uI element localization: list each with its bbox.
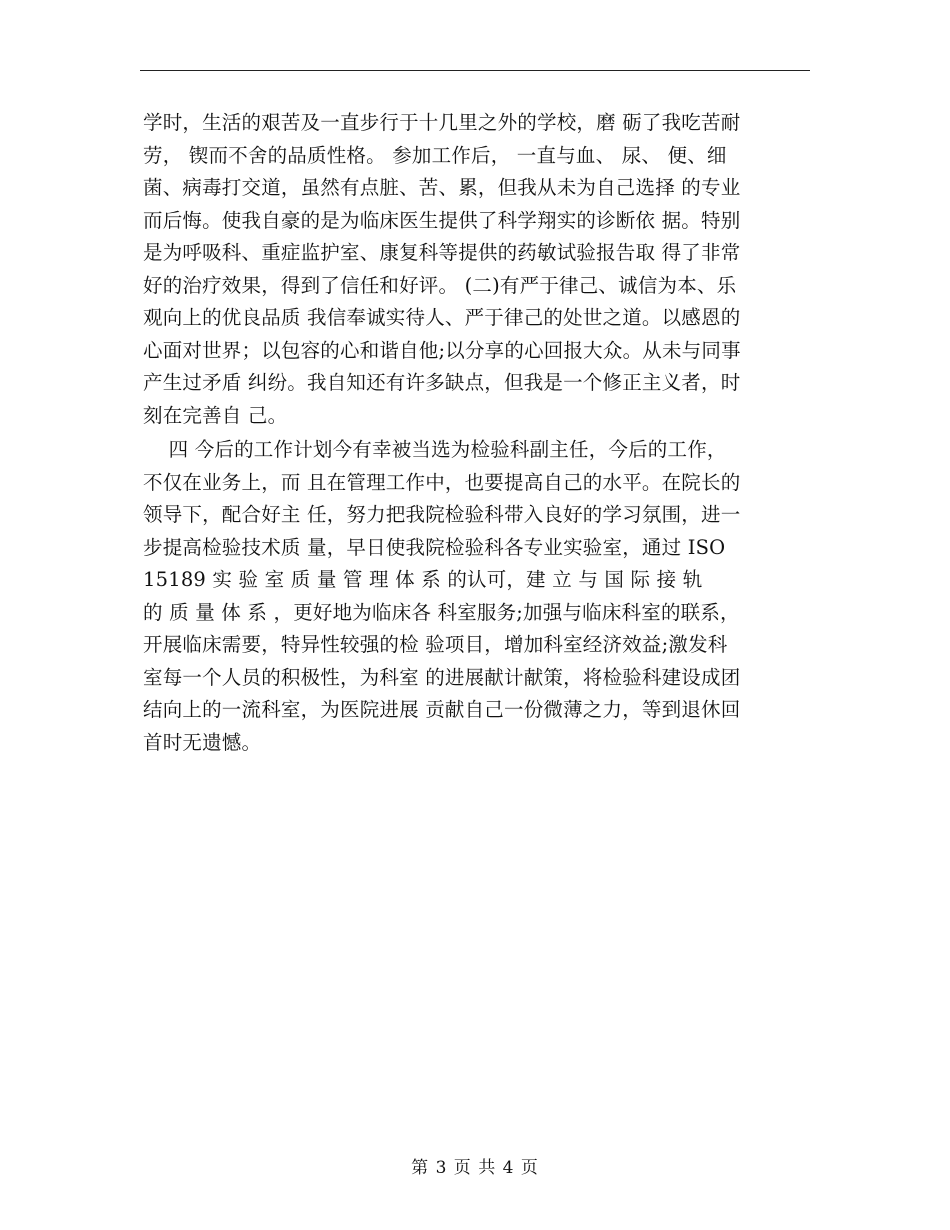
text-line: 开展临床需要，特异性较强的检 验项目，增加科室经济效益;激发科 — [143, 633, 728, 656]
paragraph — [143, 107, 823, 432]
header-rule — [140, 70, 810, 71]
text-line: 好的治疗效果，得到了信任和好评。 (二)有严于律己、诚信为本、乐 — [143, 273, 737, 297]
text-line: 心面对世界；以包容的心和谐自他;以分享的心回报大众。从未与同事 — [143, 338, 741, 362]
text-line: 刻在完善自 己。 — [143, 403, 288, 427]
page-number-footer: 第 3 页 共 4 页 — [411, 1158, 539, 1178]
paragraph — [143, 434, 823, 759]
text-line: 15189 实 验 室 质 量 管 理 体 系 的认可，建 立 与 国 际 接 轨 — [143, 568, 703, 591]
text-line: 产生过矛盾 纠纷。我自知还有许多缺点，但我是一个修正主义者，时 — [143, 371, 741, 394]
text-line: 观向上的优良品质 我信奉诚实待人、严于律己的处世之道。以感恩的 — [143, 306, 741, 329]
text-line: 结向上的一流科室，为医院进展 贡献自己一份微薄之力，等到退休回 — [143, 698, 741, 721]
text-line: 劳， 锲而不舍的品质性格。 参加工作后， 一直与血、 尿、 便、细 — [143, 143, 727, 167]
text-line: 四 今后的工作计划今有幸被当选为检验科副主任，今后的工作， — [143, 438, 727, 461]
text-line: 领导下，配合好主 任，努力把我院检验科带入良好的学习氛围，进一 — [143, 503, 741, 526]
text-line: 步提高检验技术质 量，早日使我院检验科各专业实验室，通过 ISO — [143, 535, 726, 559]
text-line: 是为呼吸科、重症监护室、康复科等提供的药敏试验报告取 得了非常 — [143, 241, 741, 264]
text-line: 不仅在业务上，而 且在管理工作中，也要提高自己的水平。在院长的 — [143, 470, 741, 494]
text-line: 首时无遗憾。 — [143, 730, 262, 754]
text-line: 而后悔。使我自豪的是为临床医生提供了科学翔实的诊断依 据。特别 — [143, 208, 741, 232]
text-line: 室每一个人员的积极性，为科室 的进展献计献策，将检验科建设成团 — [143, 665, 741, 689]
document-body — [143, 107, 823, 759]
text-line: 菌、病毒打交道，虽然有点脏、苦、累，但我从未为自己选择 的专业 — [143, 176, 741, 199]
text-line: 的 质 量 体 系 ，更好地为临床各 科室服务;加强与临床科室的联系， — [143, 600, 740, 624]
text-line: 学时，生活的艰苦及一直步行于十几里之外的学校，磨 砺了我吃苦耐 — [143, 111, 741, 134]
